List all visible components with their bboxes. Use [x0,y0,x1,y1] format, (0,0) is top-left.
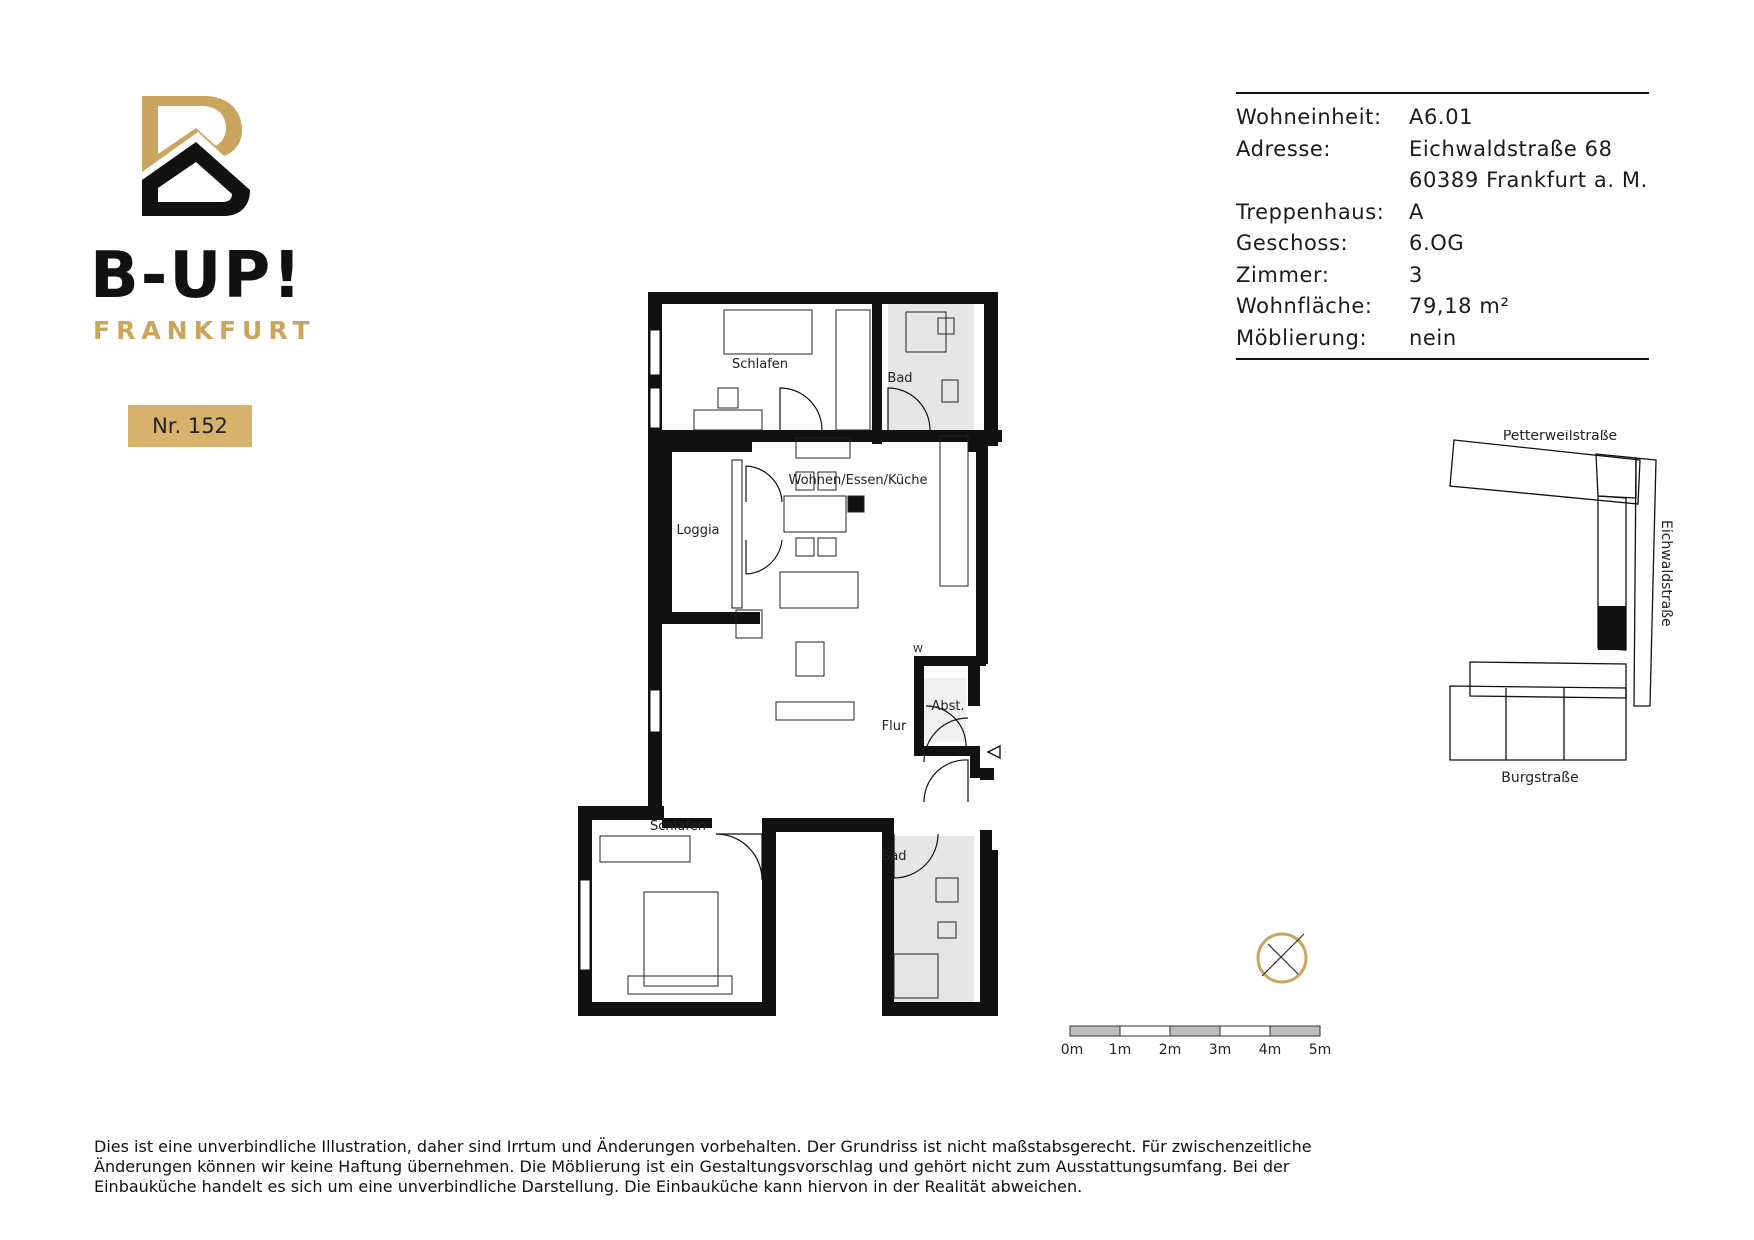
info-row-floor [1236,228,1649,260]
scale-label: 3m [1208,1042,1232,1058]
scale-label: 4m [1258,1042,1282,1058]
floor-plan [570,290,1010,1020]
room-label-bad-1: Bad [887,371,913,386]
info-row-unit [1236,102,1649,134]
room-label-wohnen: Wohnen/Essen/Küche [788,473,928,488]
room-label-abst: Abst. [931,699,965,714]
site-plan [1430,430,1690,790]
doors [716,388,968,880]
washer-symbol: W [913,644,923,655]
room-label-bad-2: Bad [881,849,907,864]
brand-subtitle: FRANKFURT [93,316,316,345]
street-label-right: Eichwaldstraße [1658,520,1674,627]
info-label: Wohneinheit: [1236,105,1382,129]
unit-location-marker [1598,606,1626,650]
scale-bar [1060,1022,1340,1072]
info-row-furnishing [1236,323,1649,355]
info-label: Geschoss: [1236,231,1349,255]
info-value: 3 [1409,262,1423,287]
info-value: 6.OG [1409,231,1465,255]
street-label-bottom: Burgstraße [1501,770,1579,786]
info-value: nein [1409,325,1457,350]
room-label-flur: Flur [881,719,907,734]
scale-label: 2m [1158,1042,1182,1058]
info-value: A [1409,199,1424,224]
north-compass-icon [1252,928,1312,988]
unit-info-table [1236,92,1649,360]
info-label: Treppenhaus: [1236,199,1385,224]
info-row-address [1236,134,1649,166]
info-label: Zimmer: [1236,262,1330,287]
street-label-top: Petterweilstraße [1502,430,1618,444]
brand-logo-mark [138,92,254,220]
info-label: Adresse: [1236,136,1332,161]
info-value: Eichwaldstraße 68 [1409,136,1613,161]
info-value: 79,18 m² [1409,294,1510,318]
legal-disclaimer: Dies ist eine unverbindliche Illustration, daher sind Irrtum und Änderungen vorbehalten. Der Grundriss ist nicht maßstabsgerecht. Für zwischenzeitliche Änderungen können wir keine Haftung übernehmen. Die Möblierung ist ein Gestaltungsvorschlag und gehört nicht zum Ausstattungsumfang. Bei der Einbauküche handelt es sich um eine unverbindliche Darstellung. Die Einbauküche kann hiervon in der Realität abweichen. [94,1137,1312,1196]
room-label-loggia: Loggia [676,523,720,538]
info-row-staircase [1236,197,1649,229]
scale-label: 1m [1108,1042,1132,1058]
info-label [1236,165,1409,197]
brand-name: B-UP! [90,239,304,313]
room-label-schlafen-1: Schlafen [731,357,789,372]
info-label: Möblierung: [1236,325,1368,350]
info-row-city [1236,165,1649,197]
entrance-arrow-icon [988,746,1000,758]
room-fills [888,304,974,1006]
info-row-rooms [1236,260,1649,292]
room-label-schlafen-2: Schlafen [649,819,707,834]
scale-label: 5m [1308,1042,1332,1058]
info-label: Wohnfläche: [1236,294,1373,318]
info-row-area [1236,291,1649,323]
scale-label: 0m [1060,1042,1084,1058]
info-value: 60389 Frankfurt a. M. [1409,168,1648,192]
unit-number-badge: Nr. 152 [128,405,252,447]
info-value: A6.01 [1409,105,1474,129]
